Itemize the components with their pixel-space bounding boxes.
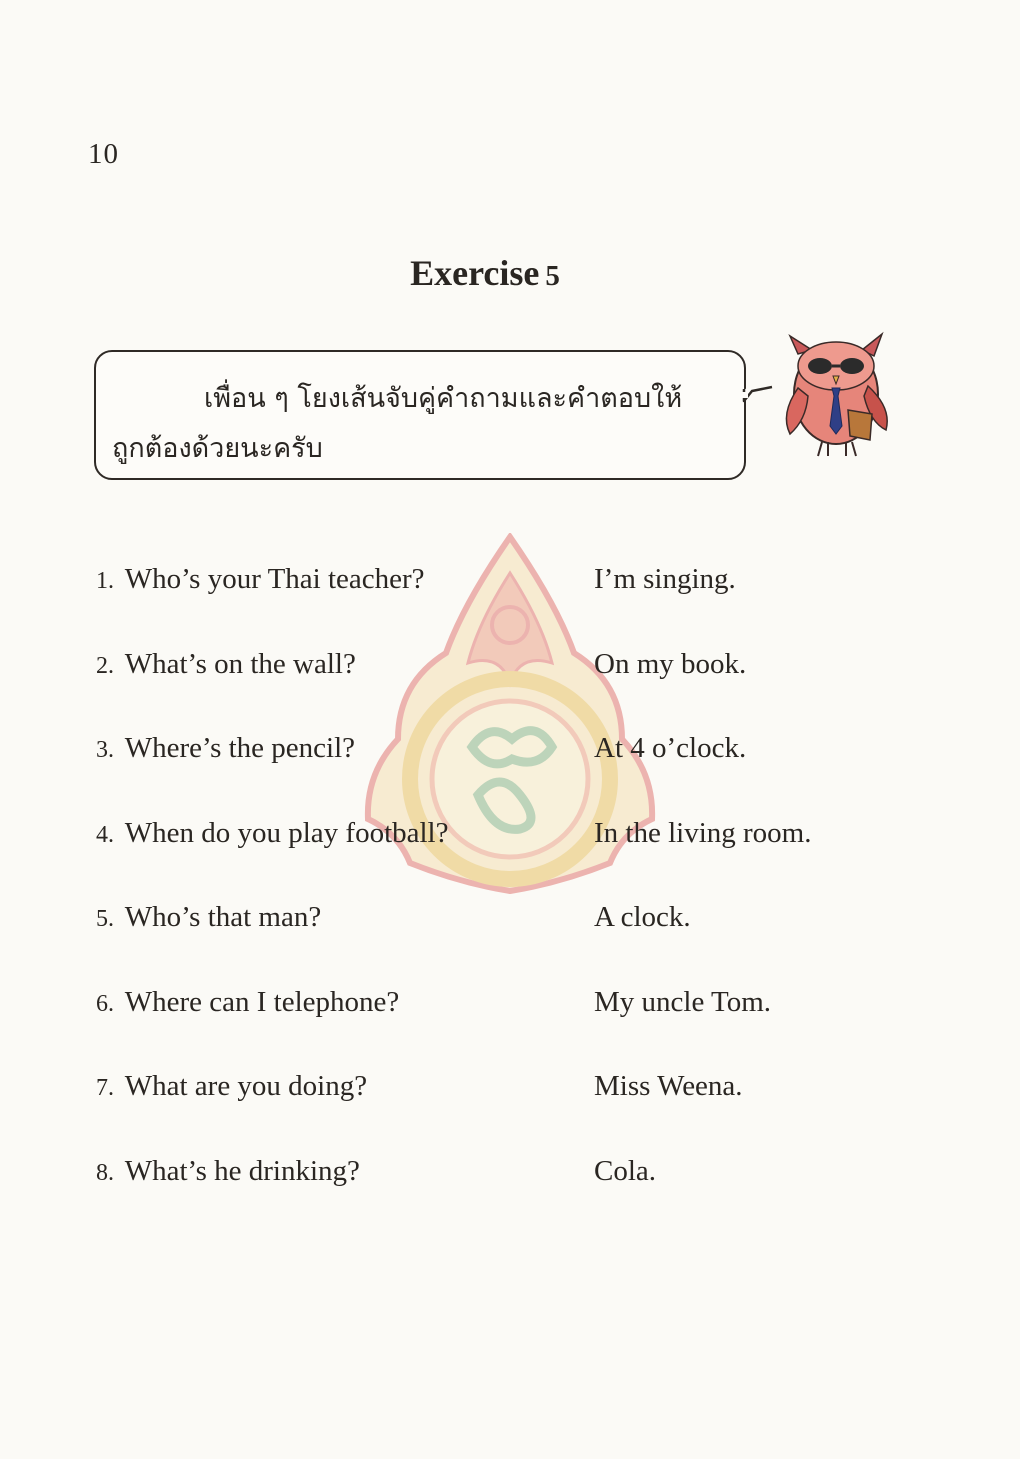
answers-column — [594, 557, 924, 1233]
question-text: Where’s the pencil? — [124, 732, 356, 764]
owl-teacher-icon — [776, 330, 892, 460]
instruction-text — [112, 374, 728, 474]
question-text: When do you play football? — [124, 816, 449, 849]
question-text: What are you doing? — [124, 1070, 368, 1102]
question-number: 3. — [96, 737, 114, 763]
question-item[interactable] — [96, 726, 576, 811]
questions-column — [96, 557, 576, 1233]
question-item[interactable] — [96, 1064, 576, 1149]
page-number: 10 — [88, 138, 119, 170]
exercise-title-number: 5 — [545, 260, 560, 292]
question-text: Where can I telephone? — [124, 985, 400, 1018]
instruction-line-1: เพื่อน ๆ โยงเส้นจับคู่คำถามและคำตอบให้ — [204, 383, 683, 414]
question-number: 8. — [96, 1159, 114, 1186]
answer-item[interactable]: I’m singing. — [594, 563, 736, 595]
answer-item[interactable]: Miss Weena. — [594, 1070, 743, 1102]
question-text: What’s he drinking? — [124, 1154, 360, 1187]
exercise-title-word: Exercise — [410, 253, 540, 293]
question-item[interactable] — [96, 980, 576, 1065]
answer-item[interactable]: Cola. — [594, 1154, 657, 1187]
question-text: Who’s your Thai teacher? — [124, 563, 425, 595]
answer-item[interactable]: My uncle Tom. — [594, 985, 772, 1018]
exercise-title — [0, 252, 970, 294]
question-number: 5. — [96, 906, 114, 932]
question-item[interactable] — [96, 895, 576, 980]
instruction-speech-bubble — [94, 350, 746, 480]
question-number: 4. — [96, 821, 114, 848]
question-number: 2. — [96, 652, 114, 679]
question-number: 6. — [96, 990, 114, 1017]
question-item[interactable] — [96, 557, 576, 642]
answer-item[interactable]: At 4 o’clock. — [594, 732, 747, 764]
question-item[interactable] — [96, 1149, 576, 1234]
answer-item[interactable]: A clock. — [594, 901, 691, 933]
question-item[interactable] — [96, 642, 576, 727]
question-text: What’s on the wall? — [124, 647, 356, 680]
question-number: 1. — [96, 568, 114, 594]
question-number: 7. — [96, 1075, 114, 1101]
question-item[interactable] — [96, 811, 576, 896]
answer-item[interactable]: In the living room. — [594, 816, 812, 849]
instruction-line-2: ถูกต้องด้วยนะครับ — [112, 433, 323, 464]
question-text: Who’s that man? — [124, 901, 322, 933]
answer-item[interactable]: On my book. — [594, 647, 747, 680]
